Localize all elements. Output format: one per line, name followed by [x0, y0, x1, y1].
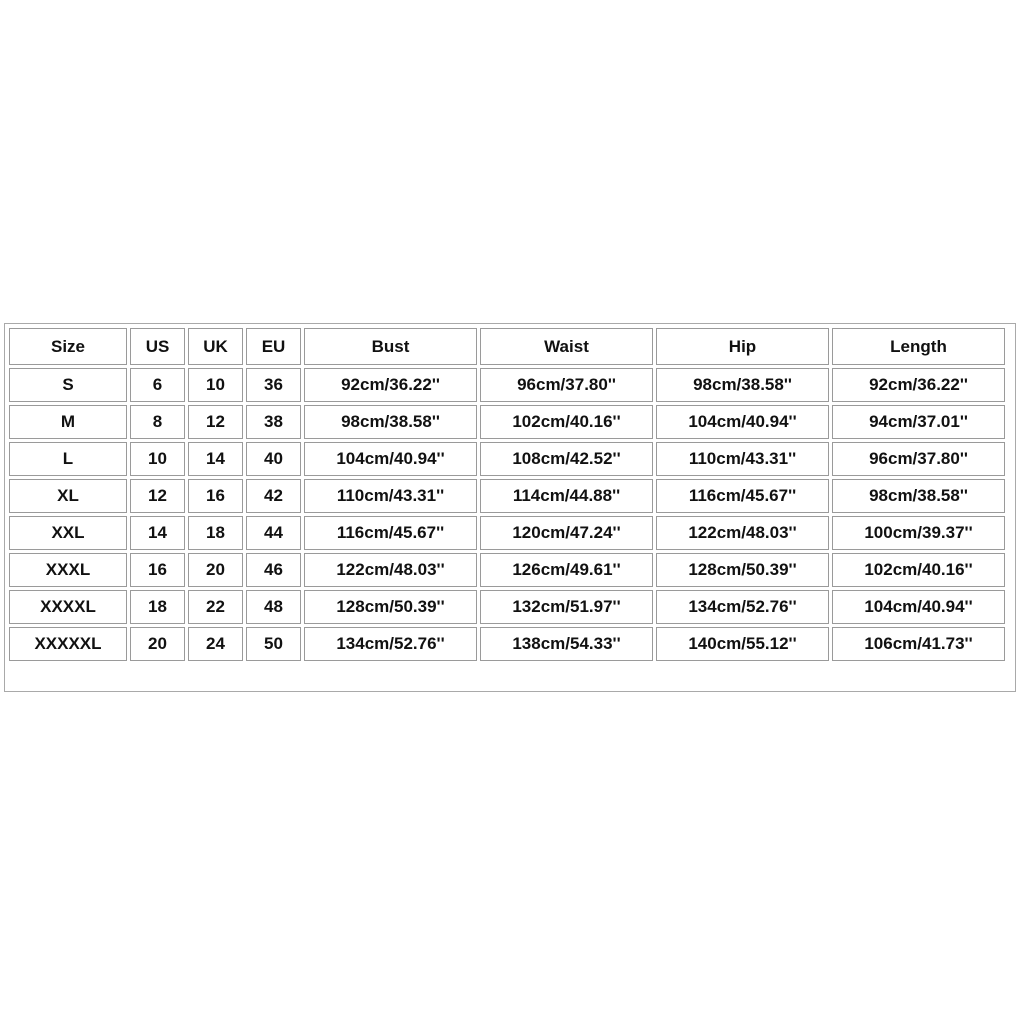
cell-hip: 122cm/48.03''	[656, 516, 829, 550]
cell-length: 92cm/36.22''	[832, 368, 1005, 402]
cell-length: 104cm/40.94''	[832, 590, 1005, 624]
table-row	[9, 442, 1005, 476]
cell-size: L	[9, 442, 127, 476]
size-table	[6, 325, 1008, 664]
cell-size: XXXL	[9, 553, 127, 587]
header-length: Length	[832, 328, 1005, 365]
table-row	[9, 479, 1005, 513]
table-row	[9, 368, 1005, 402]
cell-hip: 110cm/43.31''	[656, 442, 829, 476]
cell-hip: 128cm/50.39''	[656, 553, 829, 587]
header-waist: Waist	[480, 328, 653, 365]
cell-size: M	[9, 405, 127, 439]
cell-uk: 10	[188, 368, 243, 402]
cell-us: 8	[130, 405, 185, 439]
cell-waist: 108cm/42.52''	[480, 442, 653, 476]
header-hip: Hip	[656, 328, 829, 365]
cell-length: 102cm/40.16''	[832, 553, 1005, 587]
cell-uk: 18	[188, 516, 243, 550]
cell-uk: 22	[188, 590, 243, 624]
header-eu: EU	[246, 328, 301, 365]
cell-us: 10	[130, 442, 185, 476]
table-row	[9, 516, 1005, 550]
cell-hip: 104cm/40.94''	[656, 405, 829, 439]
cell-bust: 116cm/45.67''	[304, 516, 477, 550]
cell-size: XXXXL	[9, 590, 127, 624]
cell-eu: 46	[246, 553, 301, 587]
table-header-row	[9, 328, 1005, 365]
table-row	[9, 405, 1005, 439]
cell-us: 20	[130, 627, 185, 661]
cell-waist: 132cm/51.97''	[480, 590, 653, 624]
cell-waist: 138cm/54.33''	[480, 627, 653, 661]
header-us: US	[130, 328, 185, 365]
cell-uk: 14	[188, 442, 243, 476]
table-row	[9, 627, 1005, 661]
cell-waist: 102cm/40.16''	[480, 405, 653, 439]
cell-length: 106cm/41.73''	[832, 627, 1005, 661]
header-bust: Bust	[304, 328, 477, 365]
header-size: Size	[9, 328, 127, 365]
cell-hip: 140cm/55.12''	[656, 627, 829, 661]
cell-eu: 36	[246, 368, 301, 402]
cell-uk: 12	[188, 405, 243, 439]
cell-hip: 98cm/38.58''	[656, 368, 829, 402]
cell-bust: 104cm/40.94''	[304, 442, 477, 476]
cell-waist: 120cm/47.24''	[480, 516, 653, 550]
cell-bust: 110cm/43.31''	[304, 479, 477, 513]
cell-length: 98cm/38.58''	[832, 479, 1005, 513]
cell-length: 100cm/39.37''	[832, 516, 1005, 550]
cell-bust: 98cm/38.58''	[304, 405, 477, 439]
cell-bust: 128cm/50.39''	[304, 590, 477, 624]
header-uk: UK	[188, 328, 243, 365]
cell-bust: 122cm/48.03''	[304, 553, 477, 587]
cell-waist: 126cm/49.61''	[480, 553, 653, 587]
cell-length: 94cm/37.01''	[832, 405, 1005, 439]
cell-size: XXXXXL	[9, 627, 127, 661]
cell-uk: 20	[188, 553, 243, 587]
cell-size: XXL	[9, 516, 127, 550]
cell-us: 6	[130, 368, 185, 402]
cell-eu: 42	[246, 479, 301, 513]
cell-uk: 16	[188, 479, 243, 513]
cell-eu: 48	[246, 590, 301, 624]
cell-eu: 44	[246, 516, 301, 550]
cell-eu: 50	[246, 627, 301, 661]
cell-length: 96cm/37.80''	[832, 442, 1005, 476]
cell-bust: 92cm/36.22''	[304, 368, 477, 402]
cell-us: 12	[130, 479, 185, 513]
cell-waist: 96cm/37.80''	[480, 368, 653, 402]
cell-us: 18	[130, 590, 185, 624]
cell-us: 14	[130, 516, 185, 550]
cell-uk: 24	[188, 627, 243, 661]
size-chart	[4, 323, 1016, 692]
cell-hip: 116cm/45.67''	[656, 479, 829, 513]
cell-bust: 134cm/52.76''	[304, 627, 477, 661]
table-row	[9, 553, 1005, 587]
cell-us: 16	[130, 553, 185, 587]
cell-waist: 114cm/44.88''	[480, 479, 653, 513]
cell-size: S	[9, 368, 127, 402]
cell-eu: 40	[246, 442, 301, 476]
cell-hip: 134cm/52.76''	[656, 590, 829, 624]
table-row	[9, 590, 1005, 624]
cell-eu: 38	[246, 405, 301, 439]
cell-size: XL	[9, 479, 127, 513]
